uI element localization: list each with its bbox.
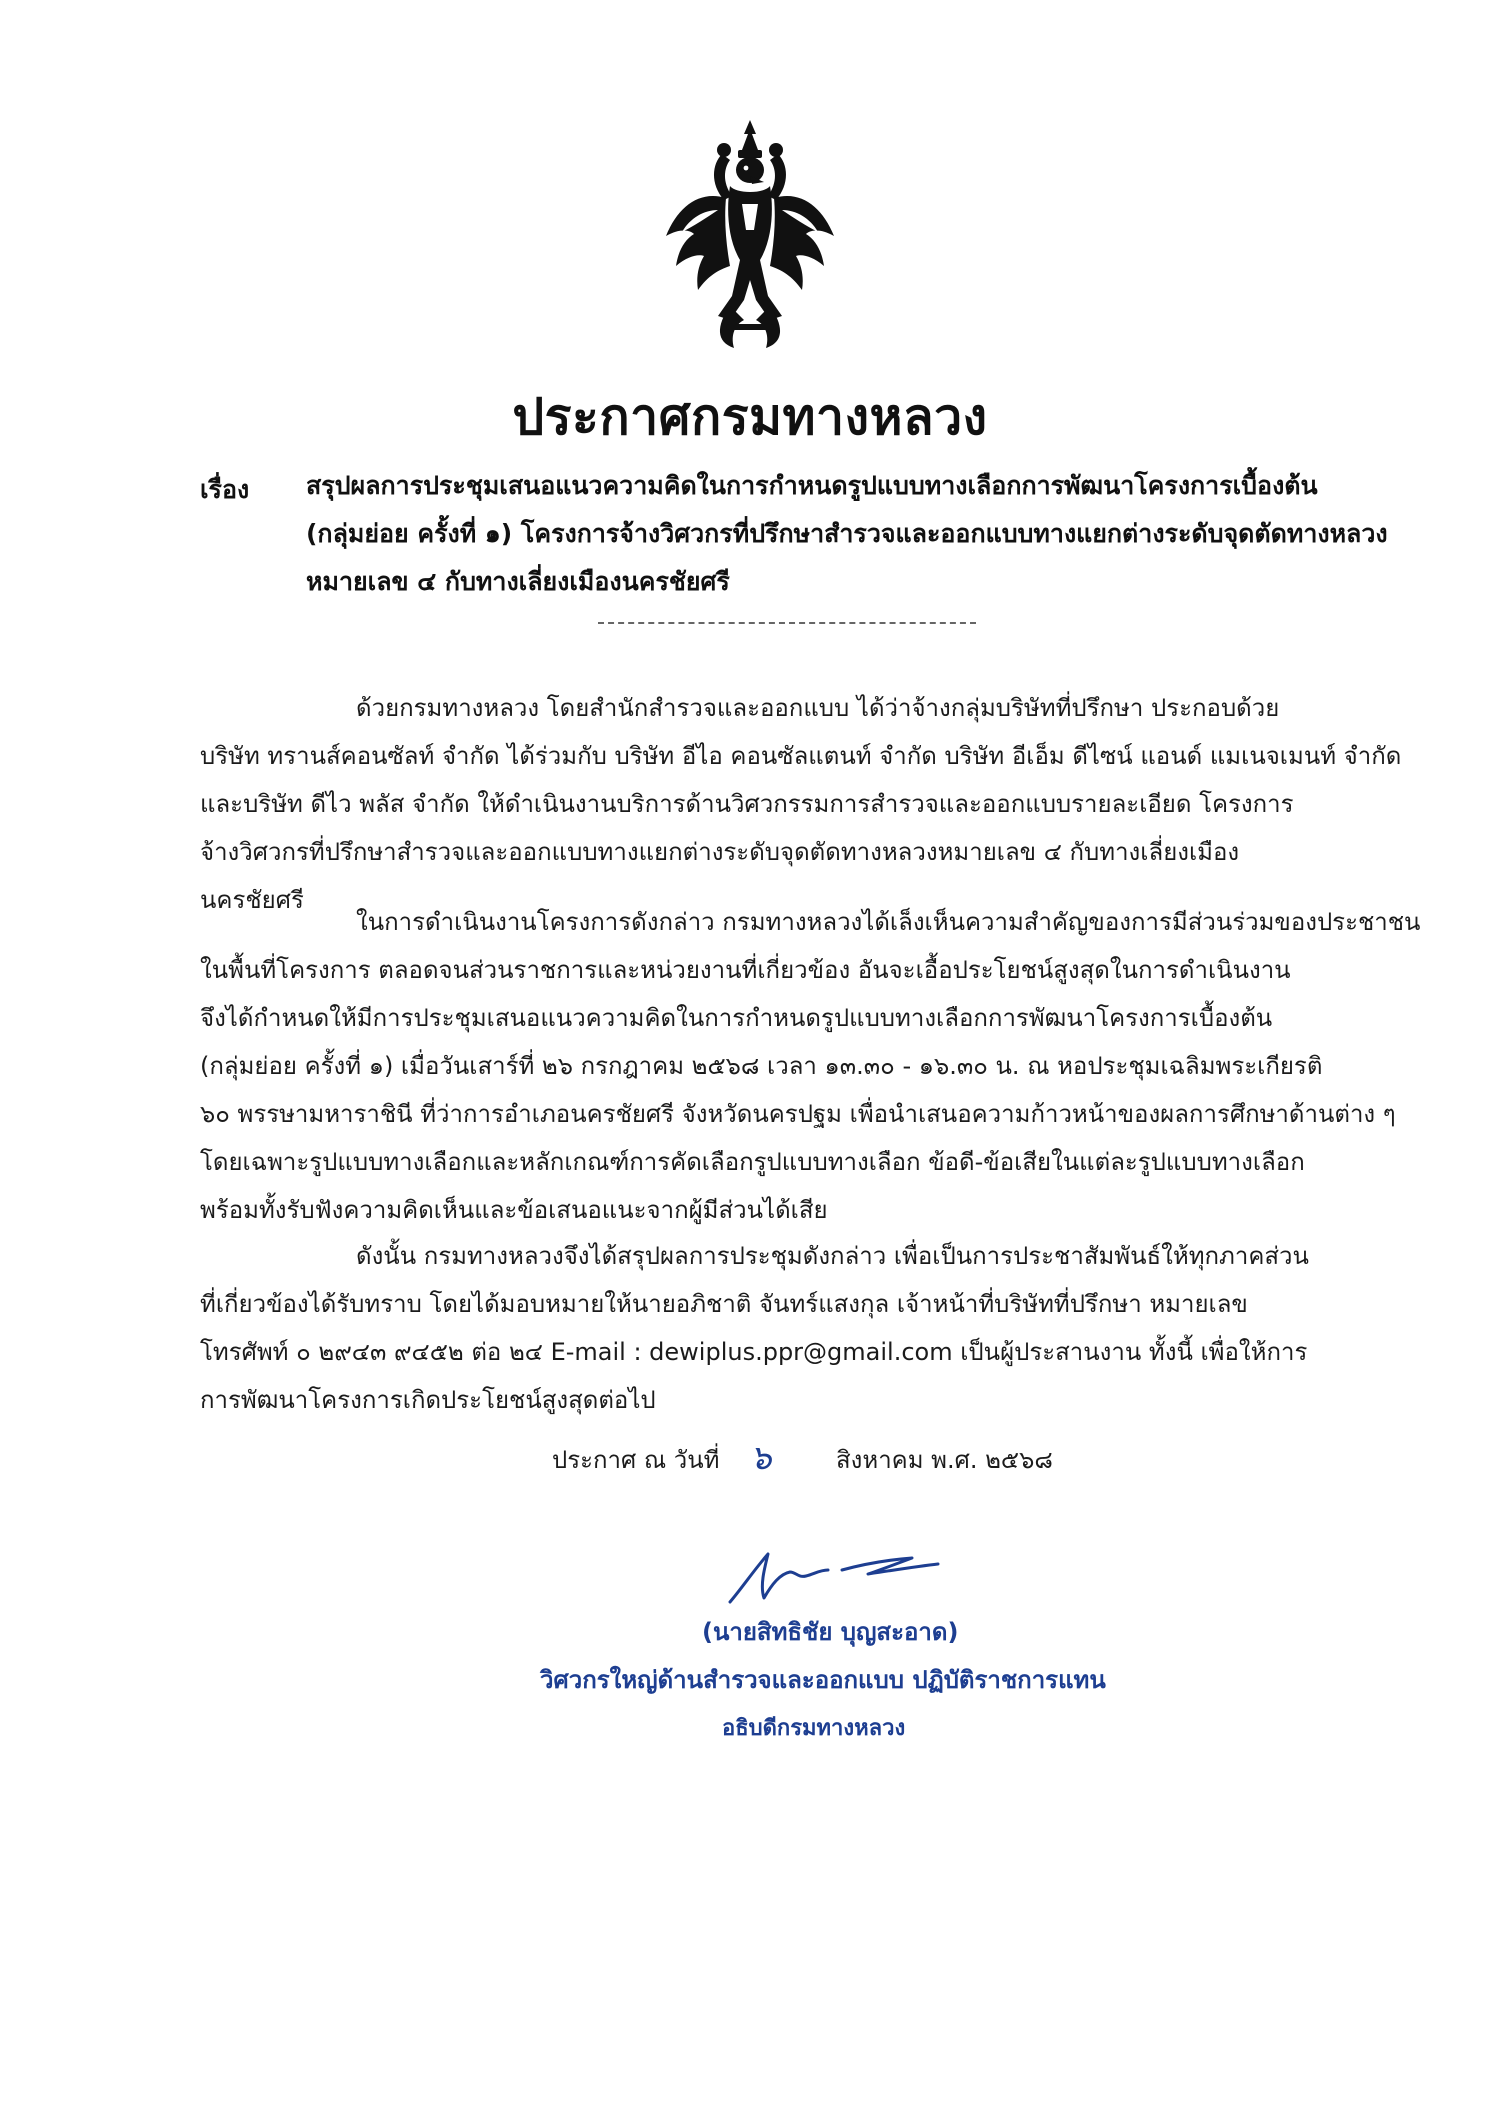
announcement-day-handwritten: ๖: [750, 1438, 772, 1478]
paragraph-line: พร้อมทั้งรับฟังความคิดเห็นและข้อเสนอแนะจากผู้มีส่วนได้เสีย: [200, 1196, 828, 1224]
body-paragraph-1: [200, 684, 1402, 924]
paragraph-line: จึงได้กำหนดให้มีการประชุมเสนอแนวความคิดในการกำหนดรูปแบบทางเลือกการพัฒนาโครงการเบื้องต้น: [200, 1004, 1273, 1032]
subject-label: เรื่อง: [200, 475, 250, 504]
garuda-emblem-icon: [660, 120, 840, 350]
paragraph-line: การพัฒนาโครงการเกิดประโยชน์สูงสุดต่อไป: [200, 1386, 656, 1414]
paragraph-line: ๖๐ พรรษามหาราชินี ที่ว่าการอำเภอนครชัยศรี จังหวัดนครปฐม เพื่อนำเสนอความก้าวหน้าของผลการศึกษาด้านต่าง ๆ: [200, 1100, 1396, 1128]
paragraph-line: และบริษัท ดีไว พลัส จำกัด ให้ดำเนินงานบริการด้านวิศวกรรมการสำรวจและออกแบบรายละเอียด โครงการ: [200, 790, 1294, 818]
subject-text: [306, 462, 1388, 606]
signature-mark: [724, 1540, 944, 1610]
dashed-divider: [598, 622, 976, 624]
paragraph-line: ที่เกี่ยวข้องได้รับทราบ โดยได้มอบหมายให้นายอภิชาติ จันทร์แสงกุล เจ้าหน้าที่บริษัทที่ปรึกษา หมายเลข: [200, 1290, 1248, 1318]
paragraph-line: โดยเฉพาะรูปแบบทางเลือกและหลักเกณฑ์การคัดเลือกรูปแบบทางเลือก ข้อดี-ข้อเสียในแต่ละรูปแบบทางเลือก: [200, 1148, 1305, 1176]
page-title: ประกาศกรมทางหลวง: [512, 388, 988, 446]
signatory-name: (นายสิทธิชัย บุญสะอาด): [702, 1618, 959, 1646]
subject-line: (กลุ่มย่อย ครั้งที่ ๑) โครงการจ้างวิศวกรที่ปรึกษาสำรวจและออกแบบทางแยกต่างระดับจุดตัดทางหลวง: [306, 519, 1388, 548]
subject-line: หมายเลข ๔ กับทางเลี่ยงเมืองนครชัยศรี: [306, 567, 730, 596]
announcement-prefix: ประกาศ ณ วันที่: [552, 1446, 720, 1474]
announcement-month-year: สิงหาคม พ.ศ. ๒๕๖๘: [836, 1446, 1053, 1474]
paragraph-line: นครชัยศรี: [200, 886, 304, 914]
signatory-on-behalf: อธิบดีกรมทางหลวง: [722, 1716, 906, 1741]
signatory-position: วิศวกรใหญ่ด้านสำรวจและออกแบบ ปฏิบัติราชการแทน: [540, 1666, 1106, 1694]
paragraph-line: ดังนั้น กรมทางหลวงจึงได้สรุปผลการประชุมดังกล่าว เพื่อเป็นการประชาสัมพันธ์ให้ทุกภาคส่วน: [356, 1242, 1309, 1270]
paragraph-line: ด้วยกรมทางหลวง โดยสำนักสำรวจและออกแบบ ได้ว่าจ้างกลุ่มบริษัทที่ปรึกษา ประกอบด้วย: [356, 694, 1280, 722]
paragraph-line: บริษัท ทรานส์คอนซัลท์ จำกัด ได้ร่วมกับ บริษัท อีไอ คอนซัลแตนท์ จำกัด บริษัท อีเอ็ม ดีไซน์ แอนด์ แมเนจเมนท์ จำกัด: [200, 742, 1402, 770]
subject-line: สรุปผลการประชุมเสนอแนวความคิดในการกำหนดรูปแบบทางเลือกการพัฒนาโครงการเบื้องต้น: [306, 471, 1318, 500]
paragraph-line: จ้างวิศวกรที่ปรึกษาสำรวจและออกแบบทางแยกต่างระดับจุดตัดทางหลวงหมายเลข ๔ กับทางเลี่ยงเมือง: [200, 838, 1240, 866]
body-paragraph-3: [200, 1232, 1358, 1424]
body-paragraph-2: [200, 898, 1421, 1234]
paragraph-line: โทรศัพท์ ๐ ๒๙๔๓ ๙๔๕๒ ต่อ ๒๔ E-mail : dewiplus.ppr@gmail.com เป็นผู้ประสานงาน ทั้งนี้ เพื่อให้การ: [200, 1338, 1308, 1366]
paragraph-line: ในการดำเนินงานโครงการดังกล่าว กรมทางหลวงได้เล็งเห็นความสำคัญของการมีส่วนร่วมของประชาชน: [356, 908, 1421, 936]
paragraph-line: (กลุ่มย่อย ครั้งที่ ๑) เมื่อวันเสาร์ที่ ๒๖ กรกฎาคม ๒๕๖๘ เวลา ๑๓.๓๐ - ๑๖.๓๐ น. ณ หอประชุมเฉลิมพระเกียรติ: [200, 1052, 1323, 1080]
paragraph-line: ในพื้นที่โครงการ ตลอดจนส่วนราชการและหน่วยงานที่เกี่ยวข้อง อันจะเอื้อประโยชน์สูงสุดในการดำเนินงาน: [200, 956, 1291, 984]
